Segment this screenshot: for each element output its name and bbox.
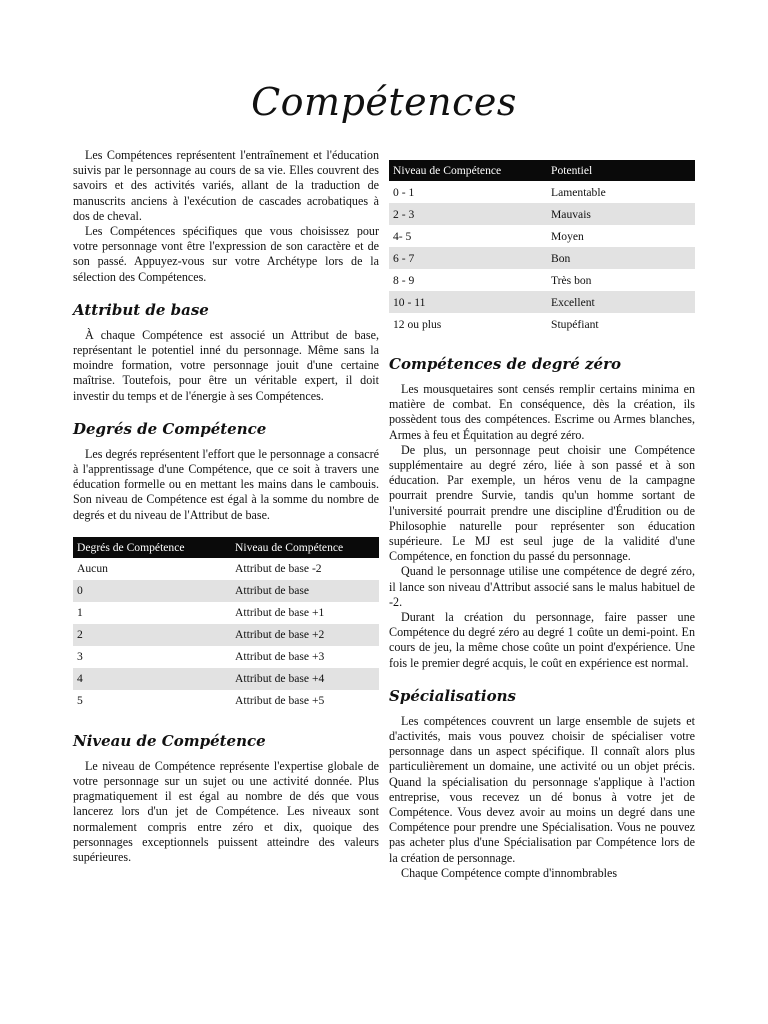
table-cell: Bon [547, 247, 695, 269]
heading-competences-degre-zero: Compétences de degré zéro [389, 355, 621, 373]
page-title: Compétences [251, 80, 517, 124]
table-row [73, 690, 379, 712]
niveau-paragraph: Le niveau de Compétence représente l'expertise globale de votre personnage sur un sujet ou une activité donnée. Plus pragmatiquement il est égal au nombre de dés que vous lancerez lors d'un jet de Compétence. Les niveaux sont normalement compris entre zéro et dix, quoique des personnages exceptionnels puissent atteindre des valeurs supérieures. [73, 758, 379, 865]
table-cell: Attribut de base +1 [235, 606, 325, 620]
table-cell: 12 ou plus [393, 317, 442, 331]
table-cell: 2 [73, 624, 231, 646]
heading-degres-de-competence: Degrés de Compétence [73, 419, 267, 438]
table-row [73, 624, 379, 646]
table-row [73, 668, 379, 690]
zero-paragraph-4: Durant la création du personnage, faire passer une Compétence du degré zéro au degré 1 coûte un demi-point. En cours de jeu, la même chose coûte un point d'expérience. Une fois le premier degré acquis, le coût en expérience est normal. [389, 610, 695, 670]
table-cell: 0 [73, 580, 231, 602]
table-cell: 10 - 11 [389, 291, 547, 313]
niveau-table [389, 160, 695, 335]
table-row [73, 558, 379, 580]
table-row [73, 602, 379, 624]
table-cell: Attribut de base [231, 580, 379, 602]
table-cell: Attribut de base -2 [235, 562, 322, 576]
table-cell: 3 [77, 650, 83, 664]
table-cell: Mauvais [547, 203, 695, 225]
table-cell: 2 - 3 [389, 203, 547, 225]
table-cell: 0 - 1 [393, 185, 415, 199]
left-column [73, 148, 379, 865]
table-row [389, 313, 695, 335]
spec-paragraph-1: Les compétences couvrent un large ensemble de sujets et d'activités, mais vous pouvez choisir de spécialiser votre personnage dans un aspect spécifique. Il connaît alors plus particulièrement un domaine, une activité ou un objet précis. Quand la spécialisation du personnage s'applique à l'action entreprise, vous recevez un dé bonus à votre jet de Compétence. Vous devez avoir au moins un degré dans une Compétence pour prendre une Spécialisation. Vous ne pouvez pas acheter plus d'une Spécialisation par Compétence lors de la création de personnage. [389, 713, 695, 865]
intro-paragraph-1: Les Compétences représentent l'entraînement et l'éducation suivis par le personnage au cours de sa vie. Elles couvrent des savoirs et des activités variés, allant de la traduction de manuscrits anciens à l'exécution de cascades acrobatiques à dos de cheval. [73, 148, 379, 223]
right-column [389, 148, 695, 881]
intro-paragraph-2: Les Compétences spécifiques que vous choisissez pour votre personnage vont être l'expression de son caractère et de son passé. Appuyez-vous sur votre Archétype lors de la sélection des Compétences. [73, 224, 379, 284]
table-row [389, 247, 695, 269]
table-header-row [73, 537, 379, 558]
table-row [389, 203, 695, 225]
zero-paragraph-2: De plus, un personnage peut choisir une Compétence supplémentaire au degré zéro, liée à son passé et à son éducation. Par exemple, un héros venu de la campagne pourrait prendre Survie, tandis qu'un homme sortant de l'université pourrait prendre une discipline d'Érudition ou de Philosophie naturelle pour représenter son éducation supérieure. Le MJ est seul juge de la validité d'une Compétence, en fonction du passé du personnage. [389, 442, 695, 564]
heading-niveau-de-competence: Niveau de Compétence [73, 731, 266, 750]
table-row [73, 646, 379, 668]
table-header-cell: Niveau de Compétence [231, 537, 379, 558]
table-cell: 1 [77, 606, 83, 620]
table-cell: 6 - 7 [389, 247, 547, 269]
heading-attribut-de-base: Attribut de base [73, 300, 209, 319]
table-row [389, 225, 695, 247]
table-row [389, 269, 695, 291]
table-header-cell: Niveau de Compétence [389, 160, 547, 181]
table-row [389, 181, 695, 203]
heading-specialisations: Spécialisations [389, 686, 516, 705]
spec-paragraph-2: Chaque Compétence compte d'innombrables [401, 865, 618, 880]
table-row [73, 580, 379, 602]
table-cell: 4- 5 [393, 229, 412, 243]
table-cell: Aucun [77, 562, 108, 576]
table-cell: 8 - 9 [393, 273, 415, 287]
table-cell: Très bon [551, 273, 592, 287]
table-header-cell: Potentiel [547, 160, 695, 181]
table-cell: Stupéfiant [551, 317, 599, 331]
table-header-row [389, 160, 695, 181]
attribut-paragraph: À chaque Compétence est associé un Attribut de base, représentant le potentiel inné du personnage. Même sans la moindre formation, votre personnage jouit d'une certaine maîtrise. Toutefois, pour être un véritable expert, il doit investir du temps et de l'énergie à ses Compétences. [73, 327, 379, 403]
table-cell: Lamentable [551, 185, 606, 199]
table-cell: Attribut de base +4 [231, 668, 379, 690]
table-cell: Moyen [551, 229, 584, 243]
table-header-cell: Degrés de Compétence [73, 537, 231, 558]
table-row [389, 291, 695, 313]
table-cell: 5 [77, 694, 83, 708]
table-cell: 4 [73, 668, 231, 690]
zero-paragraph-1: Les mousquetaires sont censés remplir certains minima en matière de combat. En conséquence, dès la création, ils possèdent tous des compétences. Escrime ou Armes blanches, Armes à feu et Équitation au degré zéro. [389, 382, 695, 442]
table-cell: Attribut de base +3 [235, 650, 325, 664]
table-cell: Excellent [547, 291, 695, 313]
table-cell: Attribut de base +5 [235, 694, 325, 708]
zero-paragraph-3: Quand le personnage utilise une compétence de degré zéro, il lance son niveau d'Attribut associé sans le malus habituel de -2. [389, 564, 695, 609]
degres-table [73, 537, 379, 712]
table-cell: Attribut de base +2 [231, 624, 379, 646]
degres-paragraph: Les degrés représentent l'effort que le personnage a consacré à l'apprentissage d'une Compétence, que ce soit à travers une éducation formelle ou en mettant les mains dans le cambouis. Son niveau de Compétence est égal à la somme du nombre de degrés et du niveau de l'Attribut de base. [73, 446, 379, 522]
